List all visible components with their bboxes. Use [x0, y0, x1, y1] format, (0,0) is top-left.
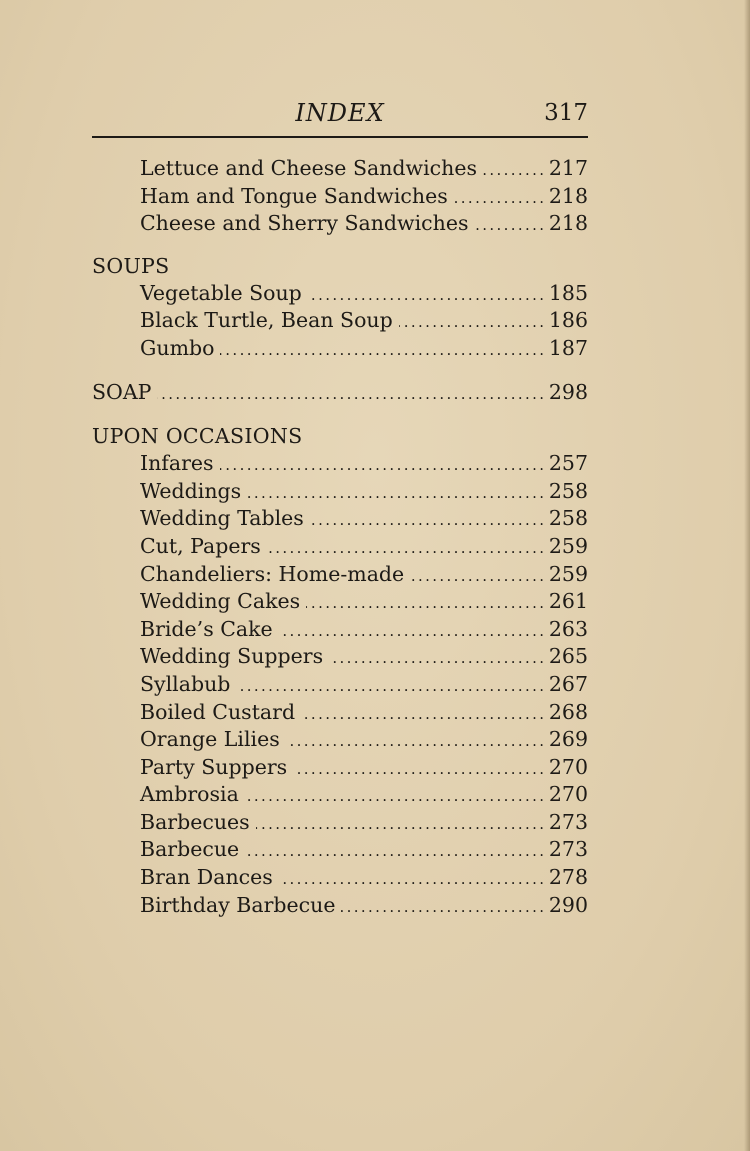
leader-dots [157, 381, 542, 409]
entry-label: Barbecue [140, 837, 240, 862]
section-spacer [92, 238, 588, 252]
entry-label: Party Suppers [140, 754, 288, 779]
entry-page: 273 [548, 837, 588, 862]
entry-page: 258 [548, 478, 588, 503]
entry-page: 267 [548, 671, 588, 696]
index-section [92, 422, 588, 919]
index-entry [92, 836, 588, 864]
index-entry [92, 280, 588, 308]
index-entry [92, 671, 588, 699]
leader-dots [410, 563, 543, 591]
leader-dots [306, 590, 543, 618]
index-section [92, 155, 588, 238]
entry-label: Syllabub [140, 671, 231, 696]
index-entry [92, 643, 588, 671]
leader-dots [341, 894, 542, 922]
entry-label: Vegetable Soup [140, 280, 302, 305]
leader-dots [220, 337, 542, 365]
leader-dots [301, 701, 543, 729]
entry-page: 278 [548, 865, 588, 890]
entry-label: Cut, Papers [140, 533, 261, 558]
entry-label: Gumbo [140, 335, 215, 360]
entry-label: Cheese and Sherry Sandwiches [140, 211, 469, 236]
index-entry [92, 450, 588, 478]
index-entry [92, 183, 588, 211]
entry-label: Ambrosia [140, 782, 239, 807]
entry-label: Barbecues [140, 809, 250, 834]
entry-page: 257 [548, 451, 588, 476]
leader-dots [483, 157, 543, 185]
index-entry [92, 754, 588, 782]
index-entry [92, 699, 588, 727]
index-entry [92, 809, 588, 837]
entry-page: 187 [548, 335, 588, 360]
index-entry [92, 533, 588, 561]
index-entry [92, 561, 588, 589]
leader-dots [329, 645, 543, 673]
leader-dots [286, 728, 543, 756]
leader-dots [279, 866, 543, 894]
entry-page: 263 [548, 616, 588, 641]
index-entry [92, 307, 588, 335]
leader-dots [475, 212, 543, 240]
index-entry [92, 781, 588, 809]
index-section [92, 379, 588, 407]
leader-dots [310, 507, 543, 535]
entry-page: 298 [548, 379, 588, 404]
leader-dots [245, 783, 543, 811]
leader-dots [267, 535, 543, 563]
index-entry [92, 588, 588, 616]
section-spacer [92, 363, 588, 379]
entry-page: 185 [548, 280, 588, 305]
index-entry [92, 335, 588, 363]
entry-label: Ham and Tongue Sandwiches [140, 183, 448, 208]
index-content [92, 155, 588, 919]
header-rule [92, 136, 588, 138]
index-entry [92, 155, 588, 183]
leader-dots [220, 452, 543, 480]
entry-label: Weddings [140, 478, 242, 503]
section-heading: SOUPS [92, 253, 170, 278]
entry-label: Boiled Custard [140, 699, 296, 724]
entry-page: 269 [548, 727, 588, 752]
leader-dots [256, 811, 543, 839]
entry-label: Infares [140, 451, 214, 476]
entry-page: 265 [548, 644, 588, 669]
entry-label: Wedding Suppers [140, 644, 324, 669]
leader-dots [247, 480, 543, 508]
index-entry [92, 864, 588, 892]
entry-label: Bran Dances [140, 865, 273, 890]
entry-label: Birthday Barbecue [140, 892, 336, 917]
index-entry [92, 505, 588, 533]
leader-dots [245, 838, 543, 866]
entry-label: Lettuce and Cheese Sandwiches [140, 156, 477, 180]
index-entry [92, 616, 588, 644]
entry-label: SOAP [92, 379, 152, 404]
entry-label: Wedding Tables [140, 506, 304, 531]
leader-dots [454, 185, 543, 213]
leader-dots [308, 282, 543, 310]
leader-dots [236, 673, 542, 701]
entry-page: 273 [548, 809, 588, 834]
entry-page: 290 [548, 892, 588, 917]
index-entry-top-level [92, 379, 588, 407]
entry-label: Bride’s Cake [140, 616, 273, 641]
entry-page: 259 [548, 533, 588, 558]
leader-dots [279, 618, 543, 646]
entry-page: 186 [548, 308, 588, 333]
entry-label: Chandeliers: Home-made [140, 561, 405, 586]
entry-page: 258 [548, 506, 588, 531]
entry-page: 217 [548, 156, 588, 180]
section-heading: UPON OCCASIONS [92, 424, 303, 449]
entry-page: 259 [548, 561, 588, 586]
entry-page: 218 [548, 183, 588, 208]
page-header [92, 98, 588, 134]
leader-dots [399, 309, 543, 337]
entry-label: Black Turtle, Bean Soup [140, 308, 393, 333]
entry-label: Wedding Cakes [140, 589, 301, 614]
leader-dots [293, 756, 543, 784]
entry-page: 270 [548, 782, 588, 807]
entry-page: 268 [548, 699, 588, 724]
entry-page: 270 [548, 754, 588, 779]
index-section [92, 252, 588, 363]
index-entry [92, 210, 588, 238]
page-number: 317 [544, 100, 588, 126]
section-spacer [92, 406, 588, 422]
entry-label: Orange Lilies [140, 727, 280, 752]
entry-page: 218 [548, 211, 588, 236]
index-entry [92, 726, 588, 754]
entry-page: 261 [548, 589, 588, 614]
running-title: INDEX [295, 99, 385, 127]
index-entry [92, 478, 588, 506]
index-entry [92, 892, 588, 920]
